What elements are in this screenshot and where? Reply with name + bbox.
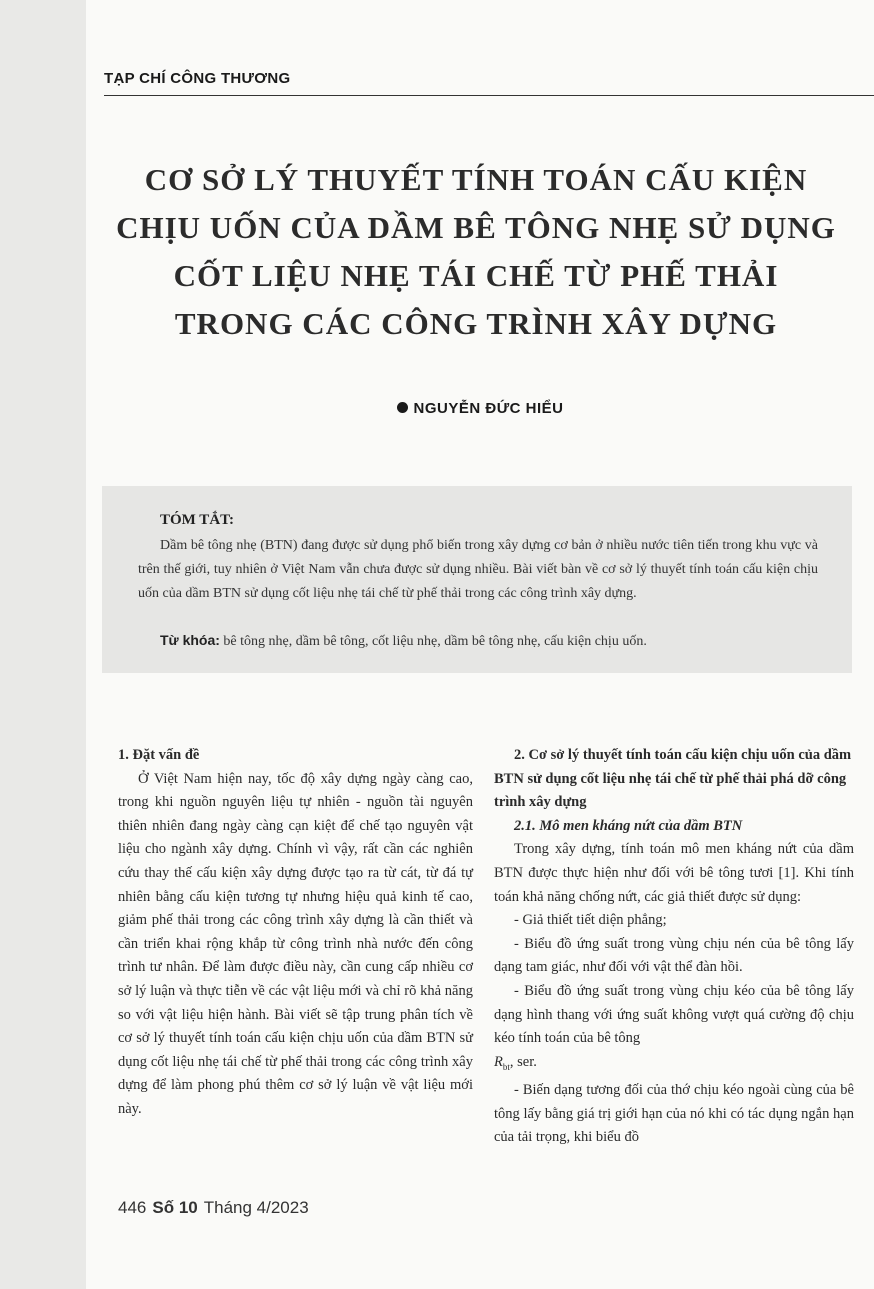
page-number: 446 — [118, 1198, 147, 1217]
section-2-heading: 2. Cơ sở lý thuyết tính toán cấu kiện chịu uốn của dầm BTN sử dụng cốt liệu nhẹ tái chế từ phế thải phá dỡ công trình xây dựng — [494, 747, 852, 811]
keywords — [160, 628, 647, 654]
keywords-label: Từ khóa: — [160, 632, 220, 648]
header-rule — [104, 95, 874, 96]
assumption-1: - Giả thiết tiết diện phẳng; — [514, 912, 667, 929]
issue-date: Tháng 4/2023 — [203, 1198, 309, 1217]
section-1-heading: 1. Đặt vấn đề — [118, 747, 200, 763]
left-column — [118, 744, 473, 1122]
section-1-paragraph: Ở Việt Nam hiện nay, tốc độ xây dựng ngày càng cao, trong khi nguồn nguyên liệu tự nhiên - nguồn tài nguyên thiên nhiên đang ngày càng cạn kiệt để chế tạo nguyên vật liệu cho ngành xây dựng. Chính vì vậy, rất cần các nghiên cứu thay thế cấu kiện xây dựng được tạo ra từ cát, từ đá tự nhiên bằng cấu kiện tương tự nhưng hiệu quả kinh tế cao, giảm phế thải trong các công trình xây dựng là cần thiết và cần triển khai rộng khắp từ công trình nhà nước đến công trình tư nhân. Để làm được điều này, cần cung cấp nhiều cơ sở lý luận và thực tiễn về các vật liệu mới và chỉ rõ khả năng so với vật liệu hiện hành. Bài viết sẽ tập trung phân tích về cơ sở lý thuyết tính toán cấu kiện chịu uốn của dầm BTN sử dụng cốt liệu nhẹ tái chế từ phế thải trong các công trình xây dựng để làm phong phú thêm cơ sở lý luận về vật liệu mới này. — [118, 770, 473, 1117]
title-line-2: CHỊU UỐN CỦA DẦM BÊ TÔNG NHẸ SỬ DỤNG — [116, 210, 836, 245]
page-margin-strip — [0, 0, 86, 1289]
subsection-intro: Trong xây dựng, tính toán mô men kháng nứt của dầm BTN được thực hiện như đối với bê tông tươi [1]. Khi tính toán khả năng chống nứt, các giả thiết được sử dụng: — [494, 841, 854, 905]
issue-number: Số 10 — [152, 1198, 198, 1217]
formula-symbol: R — [494, 1053, 503, 1070]
author-name: NGUYỄN ĐỨC HIỂU — [413, 400, 564, 417]
formula-suffix: , ser. — [509, 1053, 537, 1070]
abstract-text: Dầm bê tông nhẹ (BTN) đang được sử dụng phổ biến trong xây dựng cơ bản ở nhiều nước tiên tiến trong khu vực và trên thế giới, tuy nhiên ở Việt Nam vẫn chưa được sử dụng nhiều. Bài viết bàn về cơ sở lý thuyết tính toán cấu kiện chịu uốn của dầm BTN sử dụng cốt liệu nhẹ tái chế từ phế thải trong các công trình xây dựng. — [138, 538, 818, 601]
assumption-4: - Biến dạng tương đối của thớ chịu kéo ngoài cùng của bê tông lấy bằng giá trị giới hạn của nó khi có tác dụng ngắn hạn của tải trọng, khi biểu đồ — [494, 1082, 854, 1146]
assumption-3: - Biểu đồ ứng suất trong vùng chịu kéo của bê tông lấy dạng hình thang với ứng suất không vượt quá cường độ chịu kéo tính toán của bê tông — [494, 982, 854, 1047]
title-line-4: TRONG CÁC CÔNG TRÌNH XÂY DỰNG — [174, 306, 778, 341]
formula-subscript: bt — [502, 1061, 510, 1072]
right-column — [494, 744, 854, 1150]
formula-line — [494, 1051, 854, 1079]
keywords-text: bê tông nhẹ, dầm bê tông, cốt liệu nhẹ, dầm bê tông nhẹ, cấu kiện chịu uốn. — [223, 634, 647, 649]
assumption-2: - Biểu đồ ứng suất trong vùng chịu nén của bê tông lấy dạng tam giác, như đối với vật thể đàn hồi. — [494, 935, 854, 976]
page-footer — [118, 1198, 309, 1218]
author-line — [0, 400, 874, 417]
journal-header: TẠP CHÍ CÔNG THƯƠNG — [104, 70, 291, 87]
article-title — [96, 156, 856, 348]
bullet-icon — [397, 402, 408, 413]
subsection-2-1-heading: 2.1. Mô men kháng nứt của dầm BTN — [514, 817, 743, 834]
title-line-3: CỐT LIỆU NHẸ TÁI CHẾ TỪ PHẾ THẢI — [173, 258, 779, 293]
abstract-heading: TÓM TẮT: — [160, 512, 235, 528]
title-line-1: CƠ SỞ LÝ THUYẾT TÍNH TOÁN CẤU KIỆN — [144, 162, 808, 197]
